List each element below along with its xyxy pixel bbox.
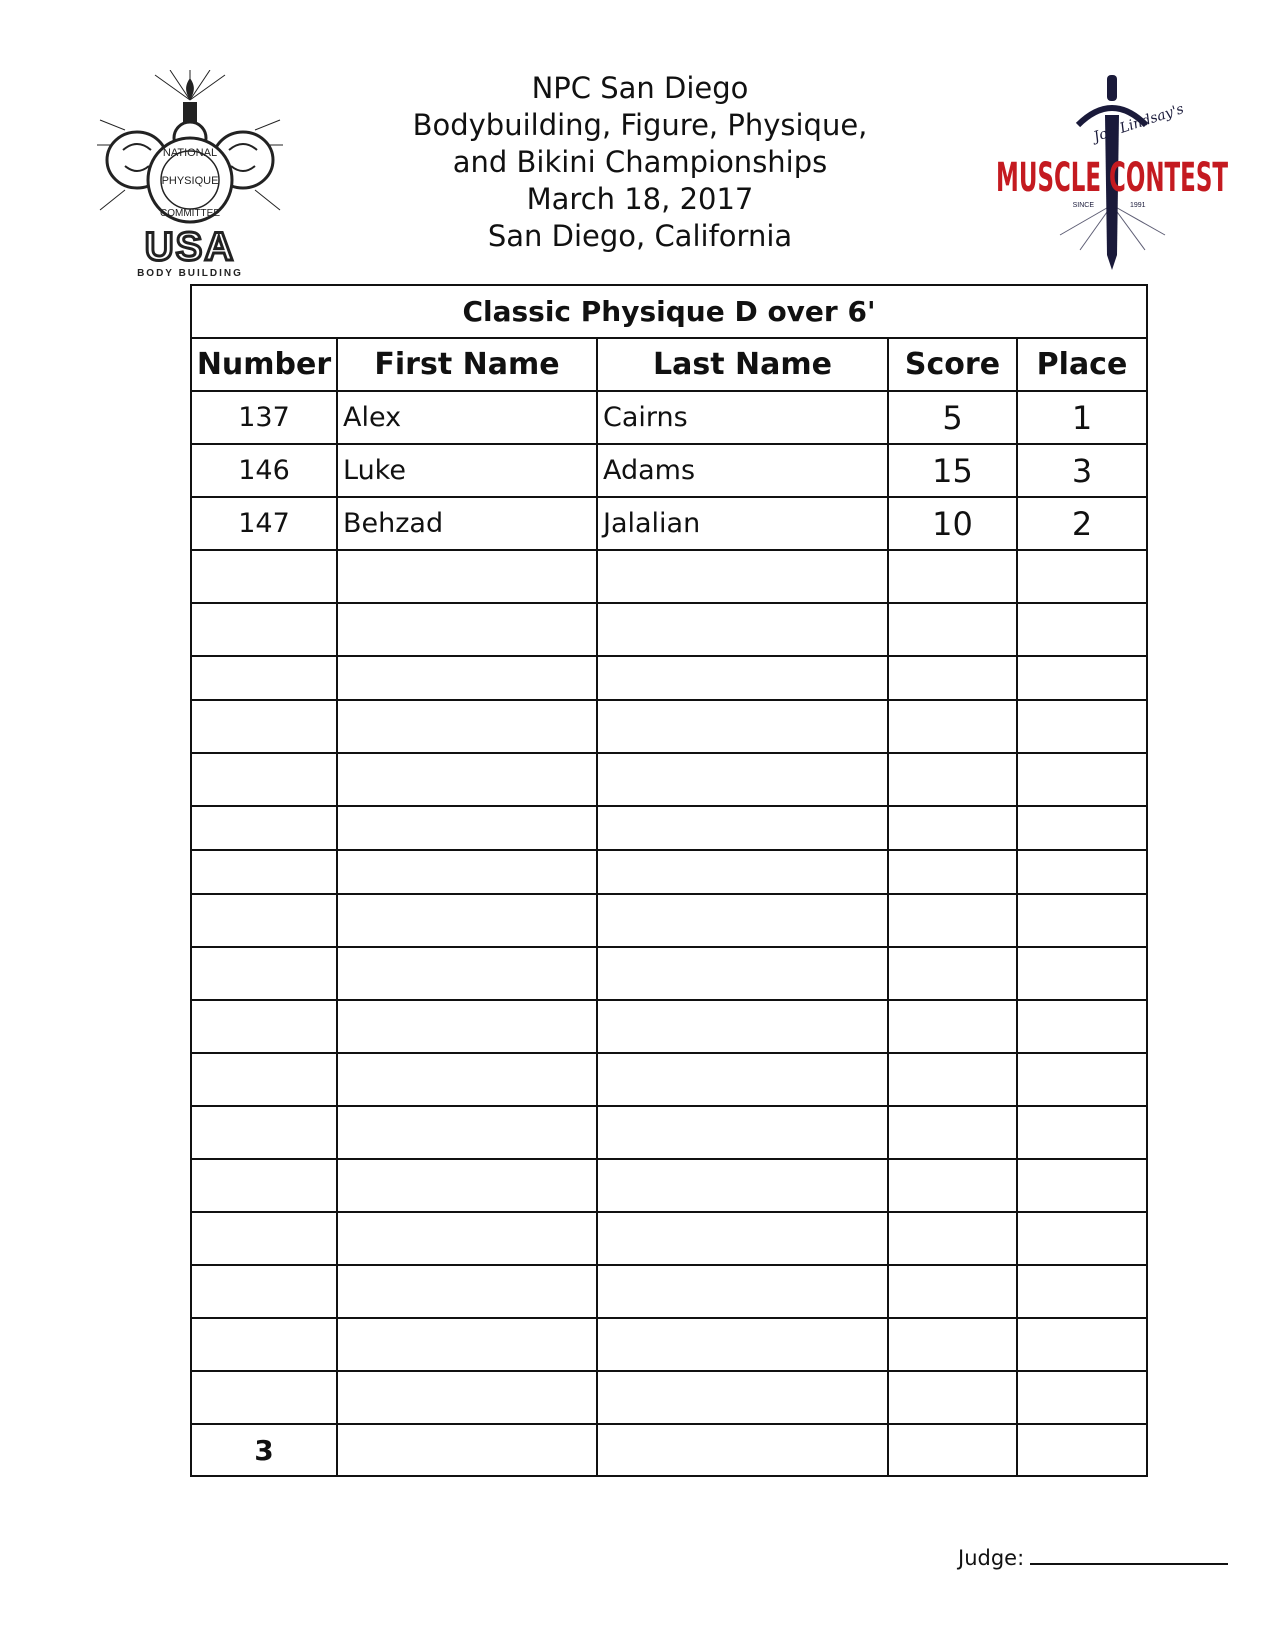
judge-signature-line	[1030, 1545, 1228, 1565]
npc-ring-middle-text: PHYSIQUE	[161, 175, 219, 187]
competitor-last-name: Jalalian	[597, 497, 888, 550]
muscle-contest-since-label: SINCE	[1072, 202, 1094, 209]
competitor-first-name: Behzad	[337, 497, 597, 550]
table-row-empty	[191, 1371, 1147, 1424]
results-table-body	[191, 391, 1147, 1476]
muscle-contest-since-year: 1991	[1130, 202, 1146, 209]
event-location: San Diego, California	[487, 219, 793, 253]
table-row-empty	[191, 700, 1147, 753]
npc-ring-bottom-text: COMMITTEE	[160, 208, 220, 219]
event-header	[380, 70, 900, 255]
table-row-empty	[191, 1265, 1147, 1318]
npc-ring-top-text: NATIONAL	[162, 147, 218, 159]
table-row-empty	[191, 1212, 1147, 1265]
column-header-number: Number	[191, 338, 337, 391]
column-header-place: Place	[1017, 338, 1147, 391]
results-table	[190, 284, 1148, 1477]
event-date: March 18, 2017	[526, 182, 754, 216]
competitor-place: 1	[1017, 391, 1147, 444]
competitor-number: 147	[191, 497, 337, 550]
table-row	[191, 497, 1147, 550]
competitor-count: 3	[191, 1424, 337, 1476]
table-row-empty	[191, 1318, 1147, 1371]
npc-bodybuilding-text: BODY BUILDING	[137, 268, 243, 279]
judge-label: Judge:	[958, 1546, 1025, 1570]
table-row-empty	[191, 1106, 1147, 1159]
event-organizer: NPC San Diego	[531, 71, 749, 105]
column-header-first-name: First Name	[337, 338, 597, 391]
column-header-score: Score	[888, 338, 1017, 391]
table-row-empty	[191, 947, 1147, 1000]
competitor-number: 146	[191, 444, 337, 497]
table-row-empty	[191, 894, 1147, 947]
competitor-last-name: Cairns	[597, 391, 888, 444]
npc-usa-text: USA	[144, 225, 236, 269]
npc-usa-logo	[95, 70, 285, 280]
judge-signature	[958, 1545, 1228, 1570]
competitor-first-name: Alex	[337, 391, 597, 444]
table-row	[191, 444, 1147, 497]
table-row-empty	[191, 1053, 1147, 1106]
competitor-number: 137	[191, 391, 337, 444]
event-divisions-line2: and Bikini Championships	[452, 145, 828, 179]
table-row-empty	[191, 753, 1147, 806]
competitor-place: 2	[1017, 497, 1147, 550]
column-header-last-name: Last Name	[597, 338, 888, 391]
table-row-empty	[191, 1000, 1147, 1053]
competitor-score: 10	[888, 497, 1017, 550]
competitor-first-name: Luke	[337, 444, 597, 497]
competitor-score: 5	[888, 391, 1017, 444]
competitor-place: 3	[1017, 444, 1147, 497]
muscle-contest-script: Jon Lindsay's	[1091, 101, 1186, 146]
table-row-empty	[191, 550, 1147, 603]
table-row-empty	[191, 656, 1147, 700]
muscle-contest-wordmark: MUSCLE CONTEST	[996, 155, 1229, 201]
competitor-score: 15	[888, 444, 1017, 497]
event-divisions-line1: Bodybuilding, Figure, Physique,	[412, 108, 868, 142]
table-row-empty	[191, 1159, 1147, 1212]
division-title: Classic Physique D over 6'	[191, 285, 1147, 338]
muscle-contest-logo	[990, 75, 1235, 275]
table-row-empty	[191, 806, 1147, 850]
table-row-empty	[191, 850, 1147, 894]
table-row-empty	[191, 603, 1147, 656]
table-row	[191, 391, 1147, 444]
table-row-total	[191, 1424, 1147, 1476]
competitor-last-name: Adams	[597, 444, 888, 497]
